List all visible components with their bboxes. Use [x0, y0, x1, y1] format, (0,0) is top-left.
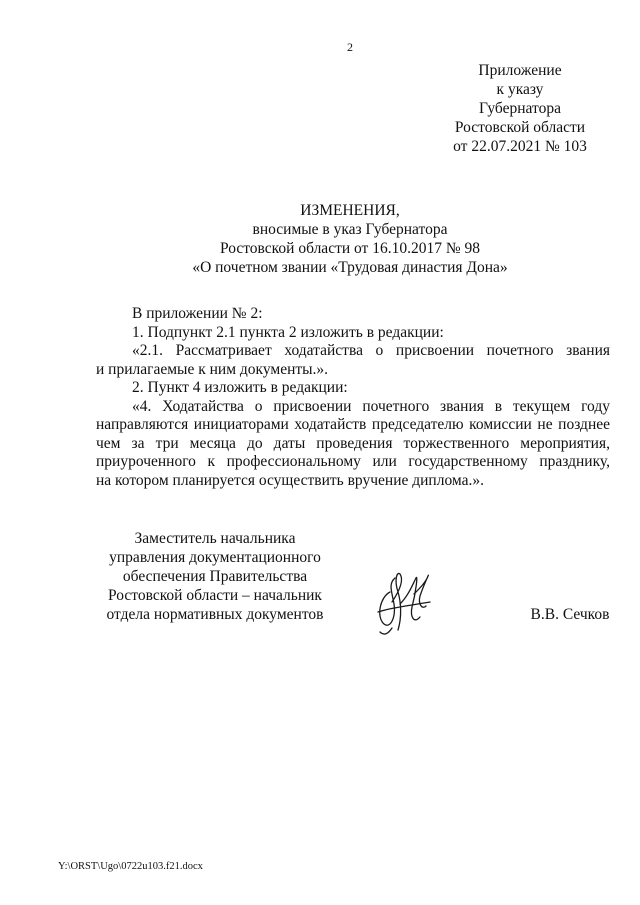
signer-position — [90, 530, 340, 625]
appendix-block — [420, 62, 620, 157]
body-line: «4. Ходатайства о присвоении почетного звания в текущем году — [132, 397, 610, 415]
appendix-line: Приложение — [478, 62, 562, 79]
signer-line: Заместитель начальника — [134, 530, 296, 547]
appendix-line: от 22.07.2021 № 103 — [453, 138, 587, 155]
signer-line: Ростовской области – начальник — [108, 587, 322, 604]
body-line: на котором планируется осуществить вручение диплома.». — [96, 471, 484, 489]
appendix-line: Ростовской области — [454, 119, 586, 136]
heading-title: ИЗМЕНЕНИЯ, — [300, 202, 400, 219]
heading-line: вносимые в указ Губернатора — [252, 221, 448, 238]
appendix-line: Губернатора — [479, 100, 561, 117]
signer-line: отдела нормативных документов — [106, 606, 324, 623]
file-path-footer: Y:\ORST\Ugo\0722u103.f21.docx — [58, 861, 203, 872]
body-line: направляются инициаторами ходатайств председателю комиссии не позднее — [96, 416, 610, 433]
body-line: 2. Пункт 4 изложить в редакции: — [132, 379, 348, 396]
body-line: приуроченного к профессиональному или государственному празднику, — [96, 453, 610, 470]
document-heading — [0, 202, 640, 278]
body-line: и прилагаемые к ним документы.». — [96, 360, 329, 378]
heading-line: Ростовской области от 16.10.2017 № 98 — [219, 240, 480, 257]
document-body — [96, 305, 610, 490]
body-line: 1. Подпункт 2.1 пункта 2 изложить в редакции: — [132, 323, 444, 341]
signer-line: обеспечения Правительства — [122, 568, 308, 585]
body-line: «2.1. Рассматривает ходатайства о присвоении почетного звания — [132, 342, 610, 359]
page-number: 2 — [347, 40, 353, 54]
appendix-line: к указу — [496, 81, 544, 98]
signer-name: В.В. Сечков — [530, 606, 610, 623]
body-line: В приложении № 2: — [132, 305, 263, 322]
heading-line: «О почетном звании «Трудовая династия Дона» — [192, 259, 508, 276]
handwritten-signature — [370, 562, 440, 642]
body-line: чем за три месяца до даты проведения торжественного мероприятия, — [96, 434, 610, 452]
signer-line: управления документационного — [109, 549, 321, 566]
